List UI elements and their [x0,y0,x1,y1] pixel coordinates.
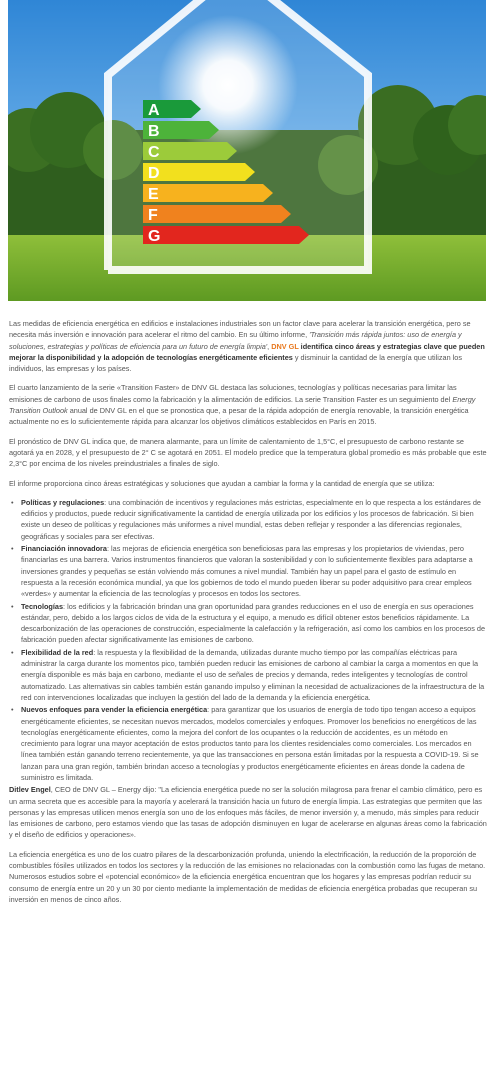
outlook-title: Energy Transition Outlook [9,394,476,416]
energy-class-g-bar [143,226,309,244]
intro-tail: y disminuir la cantidad de la energía que utilizan los individuos, las empresas y los países. [9,352,463,374]
energy-class-c-label: C [148,144,160,161]
list-item-text: : la respuesta y la flexibilidad de la demanda, utilizadas durante mucho tiempo por las compañías eléctricas para administrar la carga durante los momentos pico, también pueden reducir las emisiones de carbono al cambiar la carga a momentos en que la energía disponible es más baja en carbono, mediante el uso de señales de precios y demanda, redes inteligentes y tecnologías de control automatizado. Las alternativas sin cables también están ganando impulso y eliminan la necesidad de actualizaciones de la infraestructura de la red con intervenciones localizadas que incluyen la gestión del lado de la demanda y la eficiencia energética. [21,647,485,702]
intro-highlight: identifica cinco áreas y estrategias clave que pueden mejorar la disponibilidad y la adopción de tecnologías energéticamente eficientes [9,341,485,362]
list-item [21,601,487,646]
energy-class-e-bar [143,184,273,202]
list-item-title: Tecnologías [21,601,64,611]
strategy-list [9,497,487,783]
list-item-title: Políticas y regulaciones [21,497,105,507]
energy-class-e-label: E [148,186,159,203]
list-item [21,704,487,783]
list-item-text: : una combinación de incentivos y regulaciones más estrictas, especialmente en lo que respecta a los estándares de edificios y productos, puede reducir significativamente la cantidad de energía utilizada por los edificios y los procesos de fabricación. Si bien existe un deseo de políticas y regulaciones más uniformes a nivel mundial, estas deben reflejar y responder a las diferencias regionales, geográficas y sociales para ser efectivas. [21,497,481,541]
list-item [21,497,487,542]
energy-class-a-label: A [148,102,160,119]
intro-separator: , [267,341,272,351]
report-title: 'Transición más rápida juntos: uso de energía y soluciones, estrategias y políticas de eficiencia para un futuro de energía limpia' [9,330,462,351]
dnv-gl-link[interactable]: DNV GL [271,341,299,351]
energy-class-f-label: F [148,207,158,224]
energy-house-illustration [8,0,486,301]
energy-class-g-label: G [148,228,161,245]
energy-class-d-label: D [148,165,160,182]
list-item [21,647,487,703]
energy-class-f-bar [143,205,291,223]
list-item-text: : los edificios y la fabricación brindan una gran oportunidad para grandes reducciones en el uso de energía en sus operaciones estándar, pero, debido a los largos ciclos de vida de la estructura y el equipo, a menudo es difícil obtener estos beneficios rápidamente. La descarbonización de las operaciones de construcción, especialmente la calefacción y la refrigeración, así como los cambios en los procesos de fabricación pueden afectar significativamente las emisiones de carbono. [21,601,486,645]
areas-intro-paragraph: El informe proporciona cinco áreas estratégicas y soluciones que ayudan a cambiar la forma y la cantidad de energía que se utiliza: [9,478,435,488]
intro-text: Las medidas de eficiencia energética en edificios e instalaciones industriales son un factor clave para acelerar la transición energética, pero se necesita más inversión e innovación para acelerar el ritmo del cambio. En su último informe, [9,319,471,340]
energy-class-d-bar [143,163,255,181]
list-item [21,543,487,599]
article-body [9,318,487,913]
intro-paragraph [9,318,487,374]
list-item-title: Nuevos enfoques para vender la eficiencia energética [21,705,208,715]
quote-paragraph [9,784,487,840]
forecast-paragraph: El pronóstico de DNV GL indica que, de manera alarmante, para un límite de calentamiento de 1,5°C, el presupuesto de carbono restante se agotará ya en 2028, y el presupuesto de 2° C se agotará en 2051. El modelo predice que la temperatura global promedio es más probable que este 2,3°C por encima de los niveles preindustriales a finales de siglo. [9,436,487,469]
quote-text: , CEO de DNV GL – Energy dijo: "La eficiencia energética puede no ser la solución milagrosa para frenar el cambio climático, pero es un arma secreta que es accesible para la mayoría y acelerará la transición hacia un futuro de energía limpia. Las estrategias que permiten que las personas y las empresas utilicen menos energía son uno de los enfoques más fáciles, de menor inversión y, a menudo, más simples para reducir las emisiones de carbono, pero estamos viendo que las tasas de adopción disminuyen en lugar de acelerarse en algunas áreas como la fabricación y el diseño de edificios y operaciones». [9,785,487,840]
list-item-title: Financiación innovadora [21,544,107,554]
closing-paragraph: La eficiencia energética es uno de los cuatro pilares de la descarbonización profunda, uniendo la electrificación, la reducción de la proporción de combustibles fósiles utilizados en todos los sectores y la reducción de las emisiones no relacionadas con la combustión como las fugas de metano. Numerosos estudios sobre el «potencial económico» de la eficiencia energética encuentran que los hogares y las empresas podrían reducir su consumo de energía entre un 20 y un 30 por ciento mediante la implementación de medidas de eficiencia energética probadas que recuperan su inversión en menos de cinco años. [9,849,486,904]
list-item-text: : las mejoras de eficiencia energética son beneficiosas para las empresas y los propietarios de viviendas, pero financiarlas es una barrera. Varios instrumentos financieros que valoran la sostenibilidad y con lo suficientemente flexibles para adaptarse a inversiones grandes y pequeñas se están volviendo más comunes a nivel mundial. También hay un papel para el gasto de estímulo en respuesta a la recesión económica mundial, ya que los gobiernos de todo el mundo pueden liberar su poder adquisitivo para crear empleos «verdes» y aumentar la eficiencia de las tecnologías y procesos en todos los sectores. [21,544,473,599]
hero-image [8,0,486,301]
list-item-text: : para garantizar que los usuarios de energía de todo tipo tengan acceso a equipos energéticamente eficientes, se necesitan nuevos mercados, modelos comerciales y enfoques. Promover los beneficios no energéticos de las tecnologías energéticamente eficientes, como la mejora del confort de los ocupantes o la reducción de accidentes, es un método en crecimiento para lograr una mayor aceptación de estos productos tanto para los clientes residenciales como comerciales. Los mercados en línea también están ganando terreno recientemente, ya que las transacciones en persona están limitadas por la respuesta a COVID-19. Si se lanzan para una gran región, también brindan acceso a tecnologías y productos energéticamente eficientes en áreas donde la cadena de suministro es limitada. [21,705,479,782]
series-text: El cuarto lanzamiento de la serie «Transition Faster» de DNV GL destaca las soluciones, tecnologías y políticas necesarias para limitar las emisiones de carbono de usos finales como la fabricación y la alimentación de edificios. La serie Transition Faster es un seguimiento del [9,383,457,404]
list-item-title: Flexibilidad de la red [21,647,94,657]
energy-class-b-label: B [148,123,160,140]
quote-author: Ditlev Engel [9,785,51,795]
series-paragraph [9,382,487,427]
series-tail: anual de DNV GL en el que se pronostica que, a pesar de la rápida adopción de energía renovable, la transición energética actualmente no es lo suficientemente rápida para alcanzar los objetivos climáticos establecidos en París en 2015. [9,406,469,427]
